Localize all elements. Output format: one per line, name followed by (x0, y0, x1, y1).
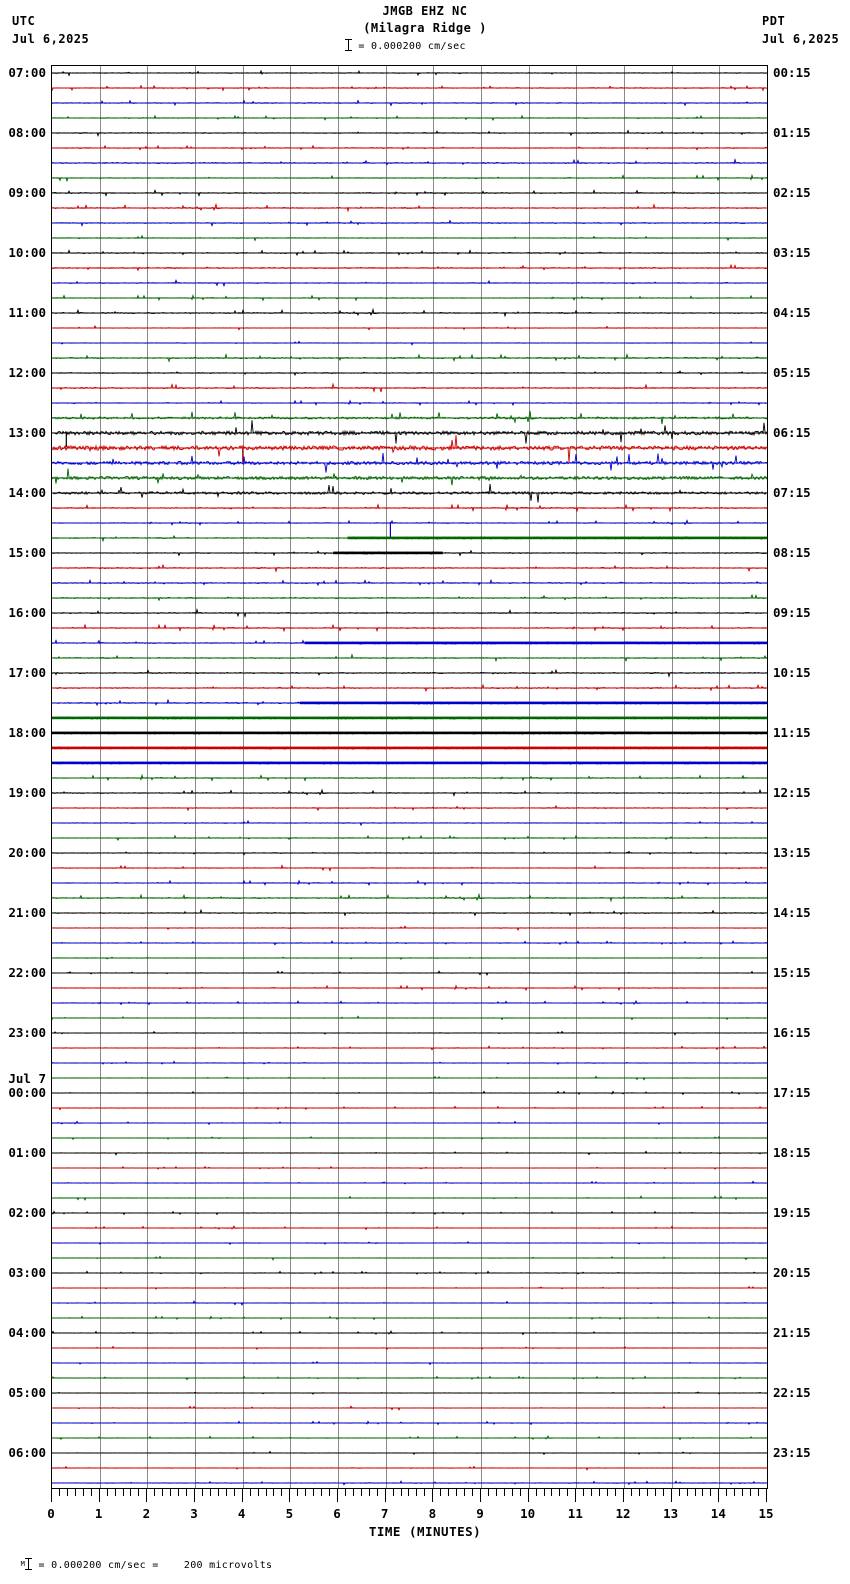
pdt-zone-label: PDT (762, 14, 786, 28)
axis-tick-minor (710, 1489, 711, 1496)
axis-tick-minor (504, 1489, 505, 1496)
axis-tick-minor (393, 1489, 394, 1496)
scale-bar-legend (345, 39, 466, 52)
axis-tick-minor (440, 1489, 441, 1496)
axis-tick-label: 2 (142, 1506, 151, 1521)
utc-hour-label: 07:00 (8, 65, 46, 80)
axis-tick-minor (297, 1489, 298, 1496)
axis-tick-minor (210, 1489, 211, 1496)
pdt-date-label: Jul 6,2025 (762, 32, 840, 46)
footer-scale-bar-icon (25, 1558, 32, 1570)
axis-tick-minor (115, 1489, 116, 1496)
pdt-hour-label: 02:15 (773, 185, 811, 200)
axis-tick-major (623, 1489, 624, 1502)
axis-tick-minor (123, 1489, 124, 1496)
axis-tick-minor (67, 1489, 68, 1496)
axis-tick-minor (520, 1489, 521, 1496)
axis-tick-minor (353, 1489, 354, 1496)
pdt-hour-label: 12:15 (773, 785, 811, 800)
axis-tick-minor (512, 1489, 513, 1496)
utc-hour-label: 08:00 (8, 125, 46, 140)
pdt-hour-label: 14:15 (773, 905, 811, 920)
footer-prefix: M (20, 1560, 26, 1568)
utc-hour-label: 15:00 (8, 545, 46, 560)
pdt-hour-label: 05:15 (773, 365, 811, 380)
utc-hour-label: 06:00 (8, 1445, 46, 1460)
axis-tick-minor (695, 1489, 696, 1496)
axis-tick-minor (107, 1489, 108, 1496)
axis-tick-minor (655, 1489, 656, 1496)
axis-tick-minor (702, 1489, 703, 1496)
axis-tick-major (146, 1489, 147, 1502)
pdt-hour-label: 11:15 (773, 725, 811, 740)
axis-tick-label: 8 (428, 1506, 437, 1521)
axis-tick-minor (377, 1489, 378, 1496)
axis-tick-minor (408, 1489, 409, 1496)
utc-date-label: Jul 6,2025 (12, 32, 90, 46)
axis-tick-major (432, 1489, 433, 1502)
pdt-hour-label: 20:15 (773, 1265, 811, 1280)
axis-tick-minor (663, 1489, 664, 1496)
axis-tick-minor (488, 1489, 489, 1496)
utc-zone-label: UTC (12, 14, 36, 28)
axis-tick-label: 1 (94, 1506, 103, 1521)
axis-tick-minor (313, 1489, 314, 1496)
axis-tick-major (718, 1489, 719, 1502)
axis-tick-minor (687, 1489, 688, 1496)
site-name: (Milagra Ridge ) (363, 21, 487, 35)
footer-scale-note (8, 1547, 272, 1571)
axis-tick-minor (551, 1489, 552, 1496)
axis-tick-minor (266, 1489, 267, 1496)
pdt-hour-label: 23:15 (773, 1445, 811, 1460)
utc-hour-label: 22:00 (8, 965, 46, 980)
pdt-hour-label: 17:15 (773, 1085, 811, 1100)
axis-tick-minor (234, 1489, 235, 1496)
utc-hour-label: 18:00 (8, 725, 46, 740)
axis-tick-minor (329, 1489, 330, 1496)
axis-tick-major (51, 1489, 52, 1502)
pdt-hour-label: 13:15 (773, 845, 811, 860)
axis-tick-minor (750, 1489, 751, 1496)
axis-tick-minor (281, 1489, 282, 1496)
utc-hour-label: 21:00 (8, 905, 46, 920)
pdt-hour-label: 10:15 (773, 665, 811, 680)
axis-tick-minor (59, 1489, 60, 1496)
axis-tick-major (671, 1489, 672, 1502)
axis-tick-label: 0 (47, 1506, 55, 1521)
utc-hour-label: 10:00 (8, 245, 46, 260)
axis-tick-label: 13 (663, 1506, 679, 1521)
axis-tick-label: 12 (615, 1506, 631, 1521)
axis-tick-label: 3 (190, 1506, 198, 1521)
seismic-trace (52, 1483, 767, 1488)
utc-hour-label: 03:00 (8, 1265, 46, 1280)
helicorder-plot[interactable] (51, 65, 768, 1489)
axis-tick-minor (83, 1489, 84, 1496)
axis-tick-minor (226, 1489, 227, 1496)
axis-tick-major (385, 1489, 386, 1502)
pdt-hour-label: 01:15 (773, 125, 811, 140)
axis-tick-label: 7 (380, 1506, 389, 1521)
axis-tick-minor (591, 1489, 592, 1496)
axis-tick-minor (401, 1489, 402, 1496)
axis-tick-minor (162, 1489, 163, 1496)
axis-tick-minor (369, 1489, 370, 1496)
axis-tick-major (194, 1489, 195, 1502)
utc-hour-label: 13:00 (8, 425, 46, 440)
axis-tick-minor (218, 1489, 219, 1496)
axis-tick-minor (647, 1489, 648, 1496)
utc-hour-label: 04:00 (8, 1325, 46, 1340)
axis-tick-label: 11 (567, 1506, 583, 1521)
axis-tick-minor (615, 1489, 616, 1496)
pdt-hour-label: 00:15 (773, 65, 811, 80)
utc-hour-label: 09:00 (8, 185, 46, 200)
axis-tick-minor (178, 1489, 179, 1496)
pdt-hour-label: 21:15 (773, 1325, 811, 1340)
axis-tick-minor (250, 1489, 251, 1496)
axis-tick-label: 5 (285, 1506, 294, 1521)
axis-tick-minor (130, 1489, 131, 1496)
axis-tick-minor (544, 1489, 545, 1496)
pdt-hour-label: 19:15 (773, 1205, 811, 1220)
axis-tick-minor (464, 1489, 465, 1496)
axis-tick-minor (361, 1489, 362, 1496)
axis-tick-minor (559, 1489, 560, 1496)
scale-bar-icon (345, 39, 352, 51)
axis-tick-minor (305, 1489, 306, 1496)
axis-tick-major (528, 1489, 529, 1502)
axis-tick-minor (599, 1489, 600, 1496)
utc-hour-label: 19:00 (8, 785, 46, 800)
time-axis (51, 1489, 768, 1505)
axis-tick-minor (639, 1489, 640, 1496)
axis-tick-minor (583, 1489, 584, 1496)
axis-tick-minor (456, 1489, 457, 1496)
axis-tick-minor (258, 1489, 259, 1496)
pdt-hour-label: 07:15 (773, 485, 811, 500)
axis-tick-label: 9 (476, 1506, 484, 1521)
pdt-hour-label: 09:15 (773, 605, 811, 620)
axis-tick-minor (726, 1489, 727, 1496)
utc-hour-label: 17:00 (8, 665, 46, 680)
axis-tick-minor (186, 1489, 187, 1496)
axis-tick-minor (758, 1489, 759, 1496)
utc-hour-label: 05:00 (8, 1385, 46, 1400)
axis-tick-major (575, 1489, 576, 1502)
axis-tick-major (242, 1489, 243, 1502)
pdt-hour-label: 16:15 (773, 1025, 811, 1040)
axis-tick-minor (567, 1489, 568, 1496)
x-axis-title: TIME (MINUTES) (368, 1524, 482, 1539)
axis-tick-label: 14 (710, 1506, 726, 1521)
utc-hour-label: 14:00 (8, 485, 46, 500)
day-change-label: Jul 7 (8, 1071, 46, 1086)
axis-tick-label: 15 (758, 1506, 774, 1521)
utc-hour-label: 11:00 (8, 305, 46, 320)
axis-tick-minor (273, 1489, 274, 1496)
axis-tick-minor (631, 1489, 632, 1496)
axis-tick-major (480, 1489, 481, 1502)
axis-tick-minor (472, 1489, 473, 1496)
axis-tick-label: 10 (520, 1506, 536, 1521)
axis-tick-minor (138, 1489, 139, 1496)
axis-tick-minor (424, 1489, 425, 1496)
axis-tick-minor (154, 1489, 155, 1496)
plot-inner (52, 66, 767, 1488)
axis-tick-minor (416, 1489, 417, 1496)
utc-hour-label: 00:00 (8, 1085, 46, 1100)
axis-tick-minor (170, 1489, 171, 1496)
pdt-hour-label: 18:15 (773, 1145, 811, 1160)
axis-tick-minor (91, 1489, 92, 1496)
axis-tick-minor (679, 1489, 680, 1496)
axis-tick-major (337, 1489, 338, 1502)
utc-hour-label: 16:00 (8, 605, 46, 620)
axis-tick-minor (345, 1489, 346, 1496)
utc-hour-label: 01:00 (8, 1145, 46, 1160)
axis-tick-minor (321, 1489, 322, 1496)
footer-text: = 0.000200 cm/sec = 200 microvolts (38, 1560, 273, 1571)
axis-tick-minor (75, 1489, 76, 1496)
station-title: JMGB EHZ NC (382, 4, 468, 18)
axis-tick-minor (536, 1489, 537, 1496)
axis-tick-major (289, 1489, 290, 1502)
pdt-hour-label: 08:15 (773, 545, 811, 560)
pdt-hour-label: 06:15 (773, 425, 811, 440)
axis-tick-major (99, 1489, 100, 1502)
utc-hour-label: 20:00 (8, 845, 46, 860)
axis-tick-label: 4 (237, 1506, 246, 1521)
axis-tick-minor (742, 1489, 743, 1496)
axis-tick-major (766, 1489, 767, 1502)
utc-hour-label: 12:00 (8, 365, 46, 380)
axis-tick-minor (496, 1489, 497, 1496)
scale-bar-text: = 0.000200 cm/sec (358, 41, 466, 52)
axis-tick-minor (607, 1489, 608, 1496)
axis-tick-label: 6 (333, 1506, 341, 1521)
pdt-hour-label: 04:15 (773, 305, 811, 320)
axis-tick-minor (448, 1489, 449, 1496)
pdt-hour-label: 03:15 (773, 245, 811, 260)
utc-hour-label: 02:00 (8, 1205, 46, 1220)
pdt-hour-label: 15:15 (773, 965, 811, 980)
axis-tick-minor (734, 1489, 735, 1496)
axis-tick-minor (202, 1489, 203, 1496)
pdt-hour-label: 22:15 (773, 1385, 811, 1400)
utc-hour-label: 23:00 (8, 1025, 46, 1040)
